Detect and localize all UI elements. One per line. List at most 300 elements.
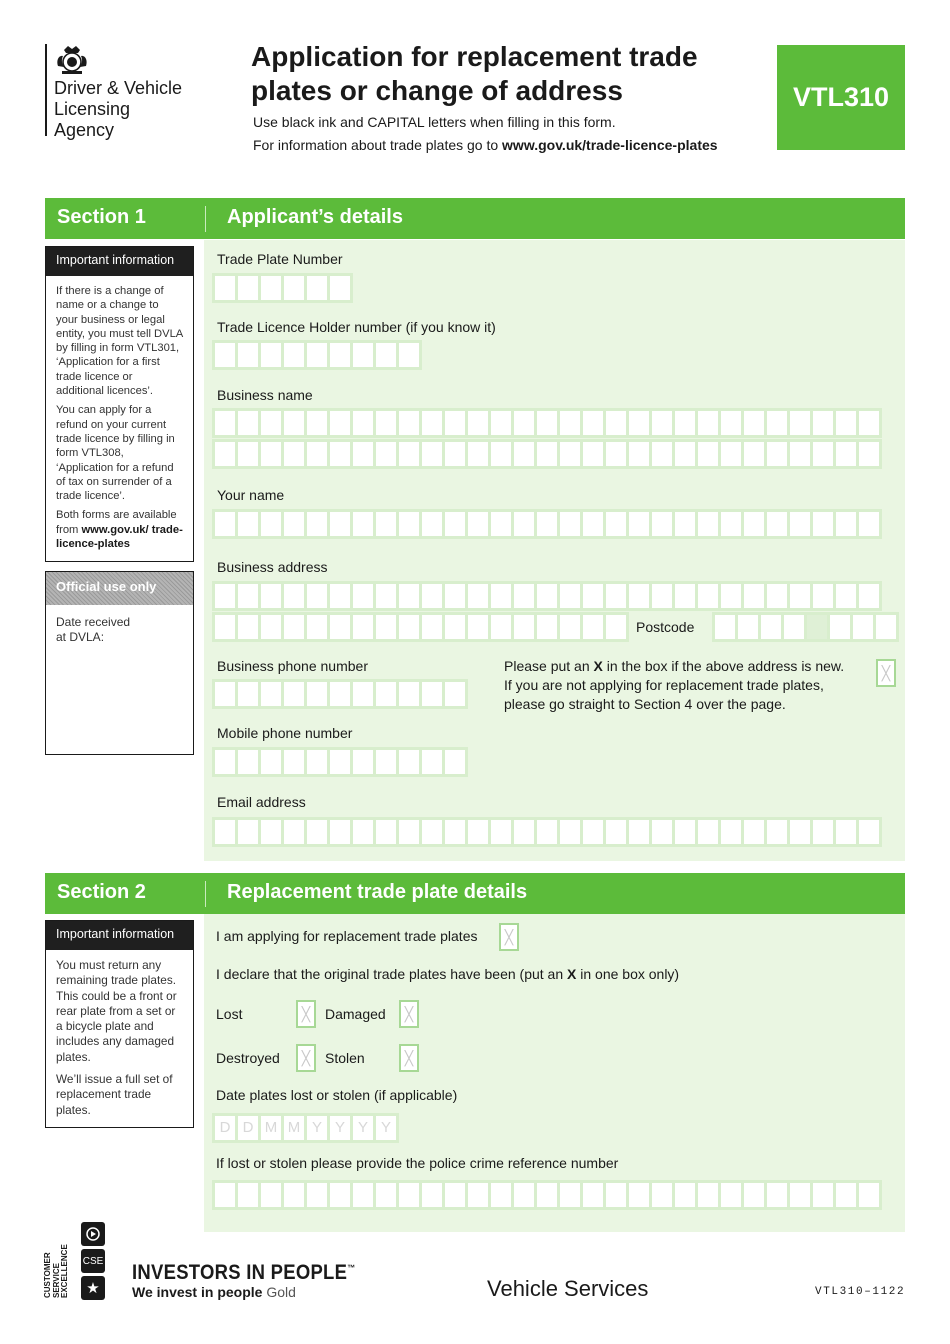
character-box[interactable] (767, 820, 787, 844)
character-box[interactable] (790, 820, 810, 844)
your-name-label: Your name (217, 487, 285, 503)
character-box[interactable] (238, 584, 258, 608)
stolen-checkbox[interactable] (399, 1044, 419, 1072)
mobile-phone-input[interactable] (212, 747, 468, 777)
character-box[interactable] (399, 584, 419, 608)
character-box[interactable] (652, 442, 672, 466)
character-box[interactable] (698, 512, 718, 536)
info-paragraph: If there is a change of name or a change to your business or legal entity, you must tell DVLA by filling in form VTL301, ‘Application for a first trade licence or additional licences’. (56, 285, 183, 398)
character-box[interactable] (537, 584, 557, 608)
iip-title (132, 1261, 355, 1285)
character-box[interactable] (813, 411, 833, 435)
character-box[interactable] (399, 512, 419, 536)
character-box[interactable]: M (284, 1116, 304, 1140)
character-box[interactable] (853, 615, 873, 639)
date-lost-label: Date plates lost or stolen (if applicable) (216, 1087, 458, 1103)
character-box[interactable] (652, 584, 672, 608)
character-box[interactable] (698, 411, 718, 435)
character-box[interactable] (445, 682, 465, 706)
character-box[interactable] (215, 820, 235, 844)
character-box[interactable] (767, 442, 787, 466)
your-name-input[interactable] (212, 509, 882, 539)
character-box[interactable] (629, 512, 649, 536)
character-box[interactable] (238, 442, 258, 466)
character-box[interactable] (376, 682, 396, 706)
character-box[interactable] (698, 1183, 718, 1207)
character-box[interactable] (215, 343, 235, 367)
character-box[interactable] (836, 411, 856, 435)
character-box[interactable] (675, 442, 695, 466)
character-box[interactable] (537, 1183, 557, 1207)
character-box[interactable] (307, 1183, 327, 1207)
date-lost-input[interactable] (212, 1113, 399, 1143)
section-number: Section 2 (57, 881, 146, 903)
character-box[interactable] (784, 615, 804, 639)
character-box[interactable] (629, 820, 649, 844)
character-box[interactable] (491, 1183, 511, 1207)
info-paragraph: We’ll issue a full set of replacement trade plates. (56, 1072, 173, 1117)
character-box[interactable]: Y (353, 1116, 373, 1140)
character-box[interactable]: D (238, 1116, 258, 1140)
character-box[interactable] (330, 512, 350, 536)
character-box[interactable] (353, 442, 373, 466)
character-box[interactable] (215, 512, 235, 536)
character-box[interactable] (422, 512, 442, 536)
character-box[interactable] (330, 682, 350, 706)
damaged-checkbox[interactable] (399, 1000, 419, 1028)
business-name-input-line2[interactable] (212, 439, 882, 469)
character-box[interactable] (698, 584, 718, 608)
character-box[interactable] (215, 442, 235, 466)
character-box[interactable] (859, 584, 879, 608)
character-box[interactable] (738, 615, 758, 639)
character-box[interactable] (537, 615, 557, 639)
character-box[interactable] (261, 442, 281, 466)
character-box[interactable] (353, 343, 373, 367)
character-box[interactable] (876, 615, 896, 639)
iip-subtitle (132, 1284, 296, 1300)
character-box[interactable] (261, 615, 281, 639)
character-box[interactable] (606, 442, 626, 466)
character-box[interactable] (698, 820, 718, 844)
character-box[interactable] (629, 442, 649, 466)
character-box[interactable] (761, 615, 781, 639)
character-box[interactable] (807, 615, 827, 639)
character-box[interactable] (307, 343, 327, 367)
character-box[interactable] (813, 584, 833, 608)
business-name-label: Business name (217, 387, 313, 403)
character-box[interactable] (284, 411, 304, 435)
character-box[interactable] (238, 512, 258, 536)
character-box[interactable] (813, 512, 833, 536)
new-address-checkbox[interactable] (876, 659, 896, 687)
character-box[interactable] (790, 1183, 810, 1207)
section-divider (205, 206, 206, 232)
licence-holder-number-label: Trade Licence Holder number (if you know it) (217, 319, 496, 335)
character-box[interactable] (537, 411, 557, 435)
character-box[interactable] (744, 1183, 764, 1207)
character-box[interactable] (583, 615, 603, 639)
character-box[interactable] (353, 682, 373, 706)
character-box[interactable] (468, 442, 488, 466)
character-box[interactable] (813, 442, 833, 466)
instruction-text: Use black ink and CAPITAL letters when filling in this form. (253, 114, 616, 130)
character-box[interactable] (813, 1183, 833, 1207)
character-box[interactable] (307, 615, 327, 639)
email-input[interactable] (212, 817, 882, 847)
character-box[interactable] (744, 442, 764, 466)
character-box[interactable] (376, 584, 396, 608)
character-box[interactable] (376, 442, 396, 466)
character-box[interactable] (330, 615, 350, 639)
character-box[interactable] (376, 512, 396, 536)
email-label: Email address (217, 794, 306, 810)
character-box[interactable] (215, 615, 235, 639)
character-box[interactable] (721, 820, 741, 844)
character-box[interactable] (422, 1183, 442, 1207)
character-box[interactable] (859, 442, 879, 466)
character-box[interactable] (514, 442, 534, 466)
character-box[interactable] (422, 442, 442, 466)
character-box[interactable] (284, 750, 304, 774)
character-box[interactable] (629, 411, 649, 435)
character-box[interactable]: D (215, 1116, 235, 1140)
character-box[interactable] (583, 584, 603, 608)
character-box[interactable] (261, 820, 281, 844)
police-ref-input[interactable] (212, 1180, 882, 1210)
character-box[interactable] (836, 584, 856, 608)
character-box[interactable] (560, 1183, 580, 1207)
character-box[interactable] (675, 1183, 695, 1207)
lost-checkbox[interactable] (296, 1000, 316, 1028)
character-box[interactable] (767, 1183, 787, 1207)
cse-vertical-text: CUSTOMER SERVICE EXCELLENCE (43, 1244, 69, 1298)
character-box[interactable] (399, 820, 419, 844)
character-box[interactable] (445, 820, 465, 844)
character-box[interactable] (514, 820, 534, 844)
character-box[interactable] (560, 512, 580, 536)
character-box[interactable] (514, 512, 534, 536)
info-paragraph: You can apply for a refund on your current trade licence by filling in form VTL308, ‘Application for a refund of tax on surrender of a trade licence’. (56, 404, 175, 503)
character-box[interactable] (376, 343, 396, 367)
character-box[interactable] (859, 512, 879, 536)
vehicle-services-label: Vehicle Services (487, 1276, 649, 1301)
character-box[interactable] (399, 682, 419, 706)
character-box[interactable] (284, 276, 304, 300)
character-box[interactable] (353, 1183, 373, 1207)
character-box[interactable] (376, 615, 396, 639)
character-box[interactable] (307, 276, 327, 300)
licence-holder-number-input[interactable] (212, 340, 422, 370)
character-box[interactable] (836, 512, 856, 536)
character-box[interactable] (215, 276, 235, 300)
character-box[interactable] (583, 512, 603, 536)
character-box[interactable] (330, 750, 350, 774)
character-box[interactable] (744, 584, 764, 608)
character-box[interactable] (767, 411, 787, 435)
character-box[interactable] (422, 615, 442, 639)
character-box[interactable] (537, 820, 557, 844)
agency-line: Licensing (54, 99, 131, 119)
character-box[interactable] (560, 615, 580, 639)
character-box[interactable] (790, 584, 810, 608)
character-box[interactable] (307, 682, 327, 706)
character-box[interactable] (514, 1183, 534, 1207)
character-box[interactable] (307, 442, 327, 466)
character-box[interactable] (284, 1183, 304, 1207)
business-address-input-line1[interactable] (212, 581, 882, 611)
character-box[interactable] (238, 276, 258, 300)
character-box[interactable] (445, 584, 465, 608)
character-box[interactable] (537, 512, 557, 536)
character-box[interactable] (422, 411, 442, 435)
character-box[interactable] (376, 411, 396, 435)
applying-label: I am applying for replacement trade plates (216, 928, 478, 944)
note-line (504, 657, 864, 676)
character-box[interactable] (583, 411, 603, 435)
info-link[interactable]: www.gov.uk/trade-licence-plates (502, 137, 718, 153)
character-box[interactable] (330, 820, 350, 844)
character-box[interactable] (307, 750, 327, 774)
character-box[interactable] (491, 411, 511, 435)
character-box[interactable] (468, 584, 488, 608)
character-box[interactable] (261, 1183, 281, 1207)
character-box[interactable] (468, 820, 488, 844)
character-box[interactable] (238, 682, 258, 706)
character-box[interactable] (330, 1183, 350, 1207)
character-box[interactable] (307, 411, 327, 435)
character-box[interactable] (629, 584, 649, 608)
character-box[interactable] (583, 820, 603, 844)
character-box[interactable] (836, 820, 856, 844)
character-box[interactable] (284, 682, 304, 706)
character-box[interactable] (721, 512, 741, 536)
character-box[interactable] (330, 442, 350, 466)
character-box[interactable] (353, 615, 373, 639)
character-box[interactable] (238, 343, 258, 367)
character-box[interactable] (445, 750, 465, 774)
character-box[interactable] (353, 411, 373, 435)
character-box[interactable] (330, 411, 350, 435)
character-box[interactable] (744, 411, 764, 435)
character-box[interactable] (353, 584, 373, 608)
character-box[interactable] (675, 820, 695, 844)
character-box[interactable] (399, 442, 419, 466)
character-box[interactable] (330, 343, 350, 367)
character-box[interactable] (514, 584, 534, 608)
business-address-input-line2[interactable] (212, 612, 629, 642)
character-box[interactable] (468, 1183, 488, 1207)
character-box[interactable] (284, 584, 304, 608)
character-box[interactable] (468, 615, 488, 639)
character-box[interactable] (560, 411, 580, 435)
character-box[interactable] (715, 615, 735, 639)
business-name-input-line1[interactable] (212, 408, 882, 438)
character-box[interactable] (238, 750, 258, 774)
cse-badge: CSE (81, 1249, 105, 1273)
character-box[interactable] (721, 584, 741, 608)
note-line: If you are not applying for replacement trade plates, (504, 677, 824, 693)
character-box[interactable] (652, 512, 672, 536)
character-box[interactable] (284, 512, 304, 536)
destroyed-checkbox[interactable] (296, 1044, 316, 1072)
info-text (253, 137, 718, 153)
character-box[interactable] (606, 512, 626, 536)
character-box[interactable]: M (261, 1116, 281, 1140)
character-box[interactable] (445, 512, 465, 536)
character-box[interactable] (468, 512, 488, 536)
info-prefix: For information about trade plates go to (253, 137, 503, 153)
character-box[interactable] (606, 584, 626, 608)
character-box[interactable] (307, 512, 327, 536)
character-box[interactable] (830, 615, 850, 639)
character-box[interactable] (491, 584, 511, 608)
character-box[interactable] (767, 584, 787, 608)
character-box[interactable] (767, 512, 787, 536)
character-box[interactable] (353, 820, 373, 844)
trade-plate-number-input[interactable] (212, 273, 353, 303)
character-box[interactable] (261, 584, 281, 608)
character-box[interactable] (859, 820, 879, 844)
character-box[interactable] (813, 820, 833, 844)
character-box[interactable] (675, 411, 695, 435)
character-box[interactable] (376, 750, 396, 774)
iip-title-text: INVESTORS IN PEOPLE (132, 1261, 348, 1284)
character-box[interactable] (261, 276, 281, 300)
applying-checkbox[interactable] (499, 923, 519, 951)
character-box[interactable] (537, 442, 557, 466)
character-box[interactable] (261, 343, 281, 367)
character-box[interactable] (422, 820, 442, 844)
info-link[interactable]: www.gov.uk/ trade-licence-plates (56, 523, 183, 551)
character-box[interactable] (330, 584, 350, 608)
official-use-title: Official use only (46, 572, 193, 605)
destroyed-label: Destroyed (216, 1050, 280, 1066)
character-box[interactable] (491, 615, 511, 639)
character-box[interactable] (238, 1183, 258, 1207)
character-box[interactable] (836, 442, 856, 466)
character-box[interactable] (583, 1183, 603, 1207)
character-box[interactable] (284, 820, 304, 844)
character-box[interactable] (399, 750, 419, 774)
character-box[interactable] (836, 1183, 856, 1207)
character-box[interactable] (675, 512, 695, 536)
character-box[interactable]: Y (376, 1116, 396, 1140)
character-box[interactable] (307, 584, 327, 608)
character-box[interactable] (744, 820, 764, 844)
info-box-body (46, 950, 193, 1131)
character-box[interactable]: Y (330, 1116, 350, 1140)
character-box[interactable] (445, 442, 465, 466)
character-box[interactable] (445, 411, 465, 435)
character-box[interactable] (422, 584, 442, 608)
character-box[interactable] (560, 442, 580, 466)
section-title: Applicant’s details (227, 206, 403, 228)
character-box[interactable] (721, 1183, 741, 1207)
character-box[interactable] (353, 512, 373, 536)
character-box[interactable] (215, 584, 235, 608)
character-box[interactable] (399, 343, 419, 367)
character-box[interactable] (675, 584, 695, 608)
character-box[interactable] (491, 820, 511, 844)
character-box[interactable] (859, 1183, 879, 1207)
character-box[interactable] (399, 411, 419, 435)
character-box[interactable] (744, 512, 764, 536)
note-text: in the box if the above address is new. (602, 658, 845, 674)
character-box[interactable] (284, 615, 304, 639)
character-box[interactable] (583, 442, 603, 466)
character-box[interactable] (238, 820, 258, 844)
damaged-label: Damaged (325, 1006, 386, 1022)
character-box[interactable]: Y (307, 1116, 327, 1140)
character-box[interactable] (238, 411, 258, 435)
character-box[interactable] (445, 615, 465, 639)
character-box[interactable] (307, 820, 327, 844)
character-box[interactable] (652, 411, 672, 435)
character-box[interactable] (721, 442, 741, 466)
character-box[interactable] (261, 750, 281, 774)
info-paragraph (56, 508, 183, 551)
character-box[interactable] (859, 411, 879, 435)
character-box[interactable] (445, 1183, 465, 1207)
character-box[interactable] (652, 820, 672, 844)
character-box[interactable] (284, 442, 304, 466)
character-box[interactable] (606, 1183, 626, 1207)
character-box[interactable] (215, 1183, 235, 1207)
character-box[interactable] (721, 411, 741, 435)
character-box[interactable] (491, 442, 511, 466)
character-box[interactable] (606, 615, 626, 639)
character-box[interactable] (422, 682, 442, 706)
character-box[interactable] (606, 820, 626, 844)
agency-line: Agency (54, 120, 115, 140)
business-phone-input[interactable] (212, 679, 468, 709)
character-box[interactable] (376, 820, 396, 844)
character-box[interactable] (399, 1183, 419, 1207)
character-box[interactable] (215, 411, 235, 435)
declare-label (216, 966, 679, 982)
character-box[interactable] (606, 411, 626, 435)
character-box[interactable] (422, 750, 442, 774)
character-box[interactable] (261, 512, 281, 536)
character-box[interactable] (376, 1183, 396, 1207)
character-box[interactable] (284, 343, 304, 367)
character-box[interactable] (468, 411, 488, 435)
character-box[interactable] (238, 615, 258, 639)
character-box[interactable] (261, 411, 281, 435)
character-box[interactable] (514, 615, 534, 639)
character-box[interactable] (514, 411, 534, 435)
character-box[interactable] (215, 682, 235, 706)
character-box[interactable] (698, 442, 718, 466)
postcode-input[interactable] (712, 612, 899, 642)
cse-play-icon (81, 1222, 105, 1246)
character-box[interactable] (790, 442, 810, 466)
character-box[interactable] (652, 1183, 672, 1207)
character-box[interactable] (399, 615, 419, 639)
character-box[interactable] (629, 1183, 649, 1207)
character-box[interactable] (491, 512, 511, 536)
character-box[interactable] (261, 682, 281, 706)
section-2-header (45, 873, 905, 914)
character-box[interactable] (215, 750, 235, 774)
character-box[interactable] (790, 512, 810, 536)
character-box[interactable] (560, 820, 580, 844)
character-box[interactable] (353, 750, 373, 774)
character-box[interactable] (330, 276, 350, 300)
character-box[interactable] (560, 584, 580, 608)
character-box[interactable] (790, 411, 810, 435)
